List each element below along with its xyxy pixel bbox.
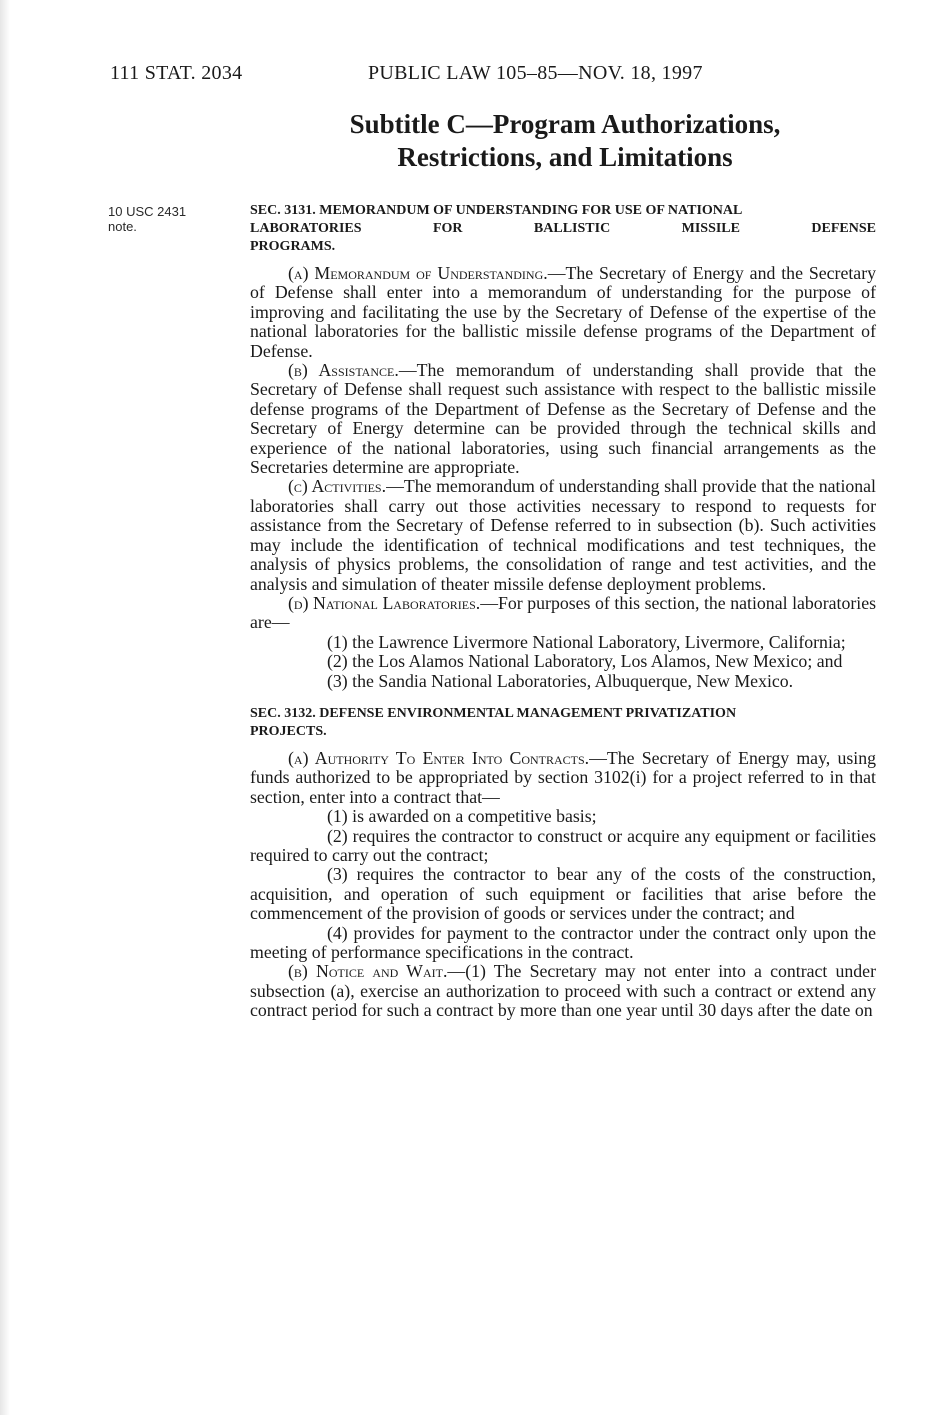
- subsection-d-label: (d) National Laboratories.: [288, 592, 481, 613]
- scan-edge-shadow: [0, 0, 10, 1415]
- statute-page-reference: 111 STAT. 2034: [110, 62, 243, 84]
- subtitle-heading: [180, 108, 950, 174]
- subsection-c-label: (c) Activities.: [288, 476, 387, 497]
- section-3131-subsection-a: [250, 264, 876, 361]
- section-3131-heading: [250, 202, 876, 256]
- subsection-b-label: (b) Assistance.: [288, 360, 399, 381]
- section-3132-heading-line-1: SEC. 3132. DEFENSE ENVIRONMENTAL MANAGEMENT PRIVATIZATION: [250, 705, 737, 721]
- section-3131-subsection-d: [250, 594, 876, 633]
- section-3131-heading-line-3: PROGRAMS.: [250, 239, 336, 254]
- section-3132-subsection-a: [250, 749, 876, 807]
- subsection-b-text: —The memorandum of understanding shall provide that the Secretary of Defense shall request such assistance with respect to the ballistic missile defense programs of the Department of Defense as the Secretary of Defense and the Secretary of Energy determine can be provided through the technical skills and experience of the national laboratories, using such financial arrangements as the Secretaries determine are appropriate.: [250, 360, 876, 478]
- subsection-a-text: —The Secretary of Energy may, using funds authorized to be appropriated by section 3102(i) for a project referred to in that section, enter into a contract that—: [250, 747, 876, 807]
- subtitle-line-2: Restrictions, and Limitations: [397, 142, 733, 172]
- section-3131-heading-line-1: SEC. 3131. MEMORANDUM OF UNDERSTANDING FOR USE OF NATIONAL: [250, 203, 743, 218]
- contract-condition-item: (1) is awarded on a competitive basis;: [327, 806, 597, 827]
- margin-note: [108, 204, 186, 234]
- main-text-column: [250, 202, 876, 1021]
- contract-condition-item: (4) provides for payment to the contractor under the contract only upon the meeting of performance specifications in the contract.: [250, 922, 876, 962]
- section-3132-subsection-b: [250, 962, 876, 1020]
- margin-note-line-1: 10 USC 2431: [108, 204, 187, 219]
- laboratory-list-item: (1) the Lawrence Livermore National Laboratory, Livermore, California;: [327, 631, 846, 652]
- subsection-b-text: —(1) The Secretary may not enter into a contract under subsection (a), exercise an authorization to proceed with such a contract or extend any contract period for such a contract by more than one year until 30 days after the date on: [250, 961, 876, 1021]
- section-3132-heading-line-2: PROJECTS.: [250, 723, 327, 739]
- subsection-c-text: —The memorandum of understanding shall provide that the national laboratories shall carry out those activities necessary to respond to requests for assistance from the Secretary of Defense referred to in subsection (b). Such activities may include the identification of technical modifications and test techniques, the analysis of physics problems, the consolidation of range and test activities, and the analysis and simulation of theater missile defense deployment problems.: [250, 476, 876, 594]
- section-3131-subsection-c: [250, 477, 876, 593]
- laboratory-list-item: (2) the Los Alamos National Laboratory, Los Alamos, New Mexico; and: [327, 651, 843, 672]
- margin-note-line-2: note.: [108, 219, 137, 234]
- public-law-citation: PUBLIC LAW 105–85—NOV. 18, 1997: [368, 62, 703, 84]
- subsection-a-label: (a) Memorandum of Understanding.: [288, 263, 548, 283]
- subsection-d-text: —For purposes of this section, the national laboratories are—: [250, 592, 877, 633]
- subsection-a-text: —The Secretary of Energy and the Secretary of Defense shall enter into a memorandum of understanding for the purpose of improving and facilitating the use by the Secretary of Defense of the expertise of the national laboratories for the ballistic missile defense programs of the Department of Defense.: [250, 263, 876, 361]
- contract-condition-item: (3) requires the contractor to bear any of the costs of the construction, acquisition, and operation of such equipment or facilities that arise before the commencement of the provision of goods or services under the contract; and: [250, 864, 876, 924]
- subsection-b-label: (b) Notice and Wait.: [288, 961, 448, 982]
- subtitle-line-1: Subtitle C—Program Authorizations,: [349, 109, 781, 139]
- contract-condition-item: (2) requires the contractor to construct or acquire any equipment or facilities required to carry out the contract;: [250, 825, 876, 865]
- section-3131-heading-line-2: LABORATORIES FOR BALLISTIC MISSILE DEFENSE: [250, 221, 876, 236]
- section-3132-heading: [250, 705, 876, 741]
- subsection-a-label: (a) Authority To Enter Into Contracts.: [288, 747, 590, 768]
- laboratory-list-item: (3) the Sandia National Laboratories, Albuquerque, New Mexico.: [327, 670, 794, 691]
- section-3131-subsection-b: [250, 361, 876, 477]
